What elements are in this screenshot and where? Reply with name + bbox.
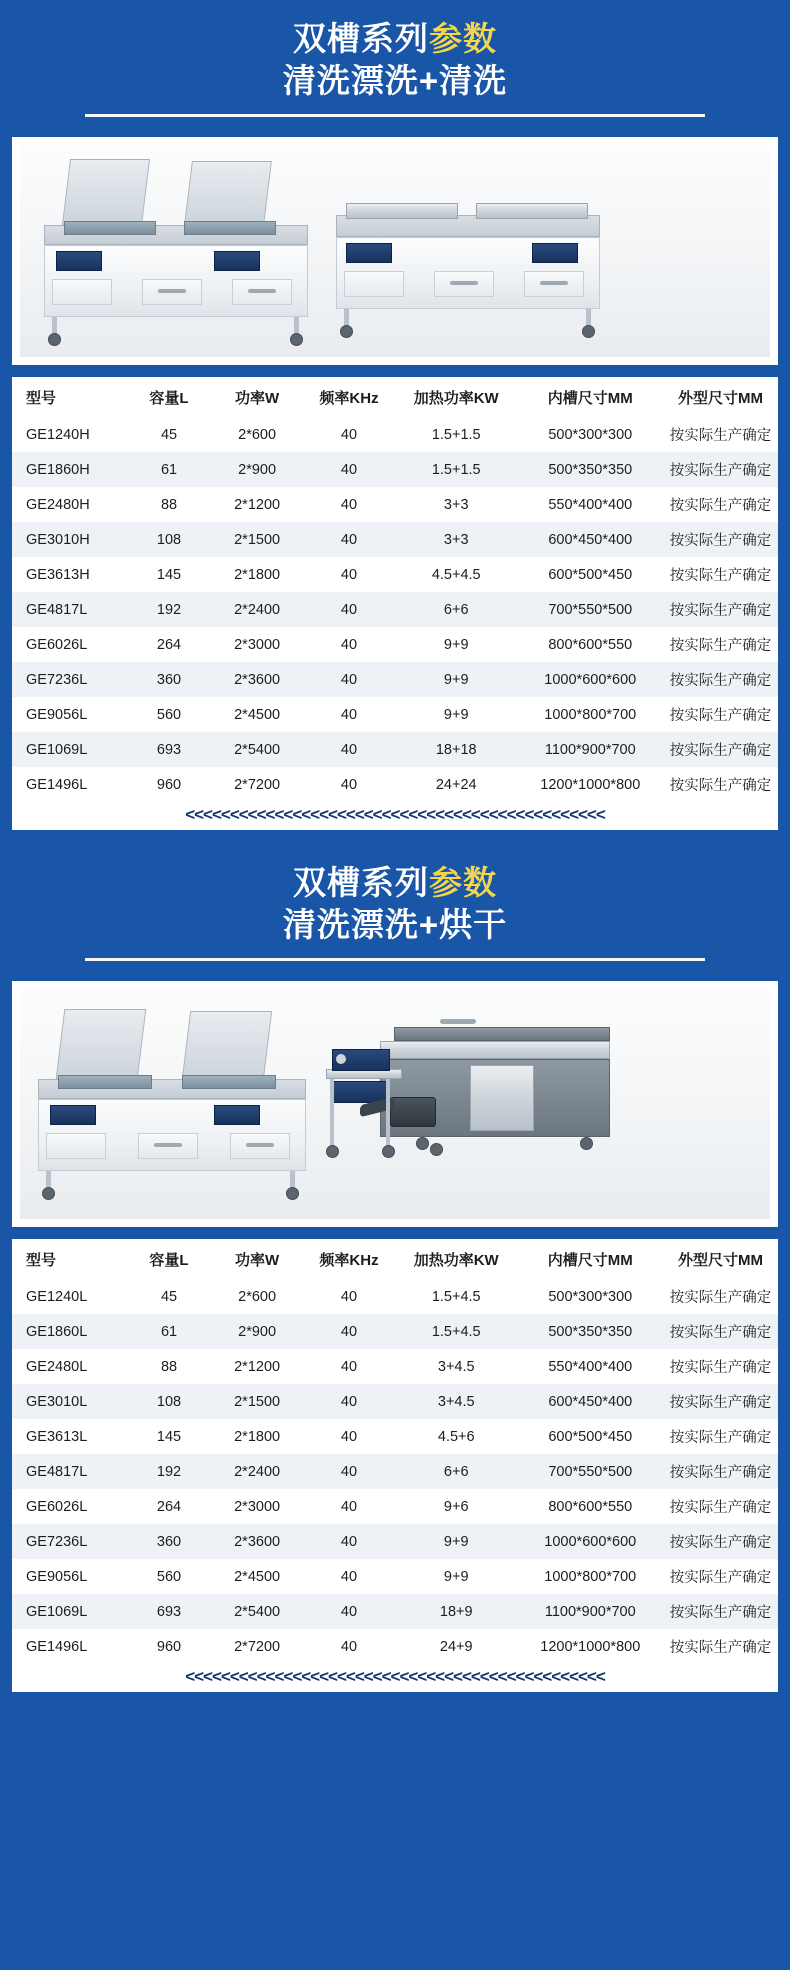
cell-heating: 9+9 [395, 1524, 518, 1559]
cell-outer-size: 按实际生产确定 [663, 732, 778, 767]
cell-capacity: 560 [127, 697, 211, 732]
cell-outer-size: 按实际生产确定 [663, 452, 778, 487]
table-row [12, 627, 778, 662]
cell-outer-size: 按实际生产确定 [663, 627, 778, 662]
th-heating: 加热功率KW [395, 1239, 518, 1279]
product-photo-panel-2 [12, 981, 778, 1227]
cell-outer-size: 按实际生产确定 [663, 1314, 778, 1349]
cell-capacity: 108 [127, 1384, 211, 1419]
cell-heating: 9+6 [395, 1489, 518, 1524]
cell-capacity: 145 [127, 1419, 211, 1454]
closed-control-panel-right [532, 243, 578, 263]
th-outer-size: 外型尺寸MM [663, 1239, 778, 1279]
cell-power: 2*3000 [211, 1489, 303, 1524]
cell-heating: 6+6 [395, 1454, 518, 1489]
cart-gauge-icon [336, 1054, 346, 1064]
cell-power: 2*600 [211, 417, 303, 452]
cell-frequency: 40 [303, 592, 395, 627]
cell-frequency: 40 [303, 1314, 395, 1349]
cell-heating: 4.5+4.5 [395, 557, 518, 592]
cell-model: GE4817L [12, 592, 127, 627]
cell-inner-size: 1000*800*700 [518, 697, 664, 732]
dryer-wheel-1 [416, 1137, 429, 1150]
section-title-1 [0, 0, 790, 123]
cell-capacity: 61 [127, 452, 211, 487]
dryer-top-edge [380, 1041, 610, 1059]
th-power: 功率W [211, 377, 303, 417]
cell-inner-size: 800*600*550 [518, 627, 664, 662]
lid-left-icon [62, 159, 150, 225]
cell-outer-size: 按实际生产确定 [663, 767, 778, 802]
closed-drawer-1 [344, 271, 404, 297]
cell-outer-size: 按实际生产确定 [663, 1629, 778, 1664]
spec-table-wrap-1 [12, 377, 778, 802]
table-row [12, 1384, 778, 1419]
closed-wheel-1 [340, 325, 353, 338]
control-panel-left [56, 251, 102, 271]
control-panel-right [214, 251, 260, 271]
cell-inner-size: 600*500*450 [518, 1419, 664, 1454]
cell-inner-size: 1000*600*600 [518, 662, 664, 697]
cell-heating: 18+9 [395, 1594, 518, 1629]
dryer-lid-handle [440, 1019, 476, 1024]
cell-model: GE1069L [12, 732, 127, 767]
cell-model: GE6026L [12, 627, 127, 662]
cell-power: 2*1200 [211, 1349, 303, 1384]
section-title-line1 [0, 18, 790, 60]
cell-power: 2*3000 [211, 627, 303, 662]
cell-power: 2*1800 [211, 1419, 303, 1454]
table-row [12, 487, 778, 522]
tank-left [64, 221, 156, 235]
th-frequency: 频率KHz [303, 377, 395, 417]
control-panel-right-2 [214, 1105, 260, 1125]
cell-inner-size: 700*550*500 [518, 592, 664, 627]
cell-outer-size: 按实际生产确定 [663, 1454, 778, 1489]
chevron-strip-1: <<<<<<<<<<<<<<<<<<<<<<<<<<<<<<<<<<<<<<<<<<<<<<< [12, 802, 778, 830]
cell-inner-size: 1100*900*700 [518, 1594, 664, 1629]
drawer-handle-2-3 [246, 1143, 274, 1147]
cell-heating: 9+9 [395, 662, 518, 697]
cell-heating: 4.5+6 [395, 1419, 518, 1454]
cell-outer-size: 按实际生产确定 [663, 522, 778, 557]
cell-frequency: 40 [303, 1384, 395, 1419]
cell-power: 2*3600 [211, 1524, 303, 1559]
cell-frequency: 40 [303, 697, 395, 732]
table-row [12, 1314, 778, 1349]
cell-inner-size: 600*500*450 [518, 557, 664, 592]
cell-inner-size: 800*600*550 [518, 1489, 664, 1524]
cell-frequency: 40 [303, 417, 395, 452]
cell-inner-size: 500*300*300 [518, 1279, 664, 1314]
cell-power: 2*900 [211, 452, 303, 487]
machine-dryer-unit [320, 1013, 610, 1203]
table-row [12, 1419, 778, 1454]
cell-frequency: 40 [303, 1349, 395, 1384]
table-row [12, 1454, 778, 1489]
cell-model: GE1240L [12, 1279, 127, 1314]
cell-model: GE2480H [12, 487, 127, 522]
table-row [12, 1559, 778, 1594]
cell-power: 2*4500 [211, 697, 303, 732]
cell-frequency: 40 [303, 662, 395, 697]
cell-model: GE9056L [12, 697, 127, 732]
table-row [12, 1489, 778, 1524]
cell-frequency: 40 [303, 627, 395, 662]
table-header-row [12, 377, 778, 417]
cell-model: GE1240H [12, 417, 127, 452]
cell-heating: 9+9 [395, 1559, 518, 1594]
section-cleaning-rinse-dry [0, 844, 790, 1706]
cell-power: 2*4500 [211, 1559, 303, 1594]
section2-title-line1 [0, 862, 790, 904]
cart-wheel-1 [326, 1145, 339, 1158]
table-row [12, 522, 778, 557]
cell-frequency: 40 [303, 732, 395, 767]
cell-power: 2*1200 [211, 487, 303, 522]
title-divider [85, 114, 705, 117]
section-title-line1-suffix: 参数 [429, 20, 497, 57]
cell-inner-size: 1000*800*700 [518, 1559, 664, 1594]
cell-frequency: 40 [303, 1279, 395, 1314]
cell-outer-size: 按实际生产确定 [663, 697, 778, 732]
cell-model: GE1860H [12, 452, 127, 487]
table-row [12, 557, 778, 592]
cell-frequency: 40 [303, 522, 395, 557]
cell-capacity: 693 [127, 1594, 211, 1629]
cell-capacity: 108 [127, 522, 211, 557]
dryer-top-lid [394, 1027, 610, 1041]
cell-outer-size: 按实际生产确定 [663, 487, 778, 522]
cell-heating: 3+4.5 [395, 1349, 518, 1384]
cell-outer-size: 按实际生产确定 [663, 417, 778, 452]
cell-capacity: 192 [127, 1454, 211, 1489]
cell-model: GE6026L [12, 1489, 127, 1524]
section2-title-line1-main: 双槽系列 [293, 864, 429, 901]
control-panel-left-2 [50, 1105, 96, 1125]
cell-capacity: 45 [127, 417, 211, 452]
table-row [12, 1594, 778, 1629]
cell-model: GE7236L [12, 662, 127, 697]
product-photo-panel-1 [12, 137, 778, 365]
cell-heating: 1.5+1.5 [395, 417, 518, 452]
th-frequency: 频率KHz [303, 1239, 395, 1279]
closed-handle-3 [540, 281, 568, 285]
cell-frequency: 40 [303, 452, 395, 487]
cart-leg-1 [330, 1079, 334, 1147]
th-model: 型号 [12, 1239, 127, 1279]
spec-table-wrap-2 [12, 1239, 778, 1664]
th-inner-size: 内槽尺寸MM [518, 1239, 664, 1279]
cell-heating: 1.5+4.5 [395, 1314, 518, 1349]
product-photo-1 [20, 145, 770, 357]
cell-capacity: 360 [127, 1524, 211, 1559]
th-model: 型号 [12, 377, 127, 417]
cell-heating: 9+9 [395, 697, 518, 732]
lid-right-icon [184, 161, 272, 225]
cell-outer-size: 按实际生产确定 [663, 1489, 778, 1524]
cell-heating: 3+3 [395, 522, 518, 557]
cell-heating: 9+9 [395, 627, 518, 662]
cell-frequency: 40 [303, 1489, 395, 1524]
cell-inner-size: 550*400*400 [518, 1349, 664, 1384]
cell-power: 2*900 [211, 1314, 303, 1349]
table-row [12, 767, 778, 802]
cell-model: GE9056L [12, 1559, 127, 1594]
cell-frequency: 40 [303, 1524, 395, 1559]
cell-capacity: 192 [127, 592, 211, 627]
table-row [12, 697, 778, 732]
machine-double-tank-closed [336, 201, 606, 351]
wheel-2-1 [42, 1187, 55, 1200]
lid-left-icon-2 [56, 1009, 147, 1079]
th-power: 功率W [211, 1239, 303, 1279]
cell-power: 2*3600 [211, 662, 303, 697]
th-outer-size: 外型尺寸MM [663, 377, 778, 417]
section2-title-line1-suffix: 参数 [429, 864, 497, 901]
product-photo-2 [20, 989, 770, 1219]
section-title-line1-main: 双槽系列 [293, 20, 429, 57]
closed-lid-left [346, 203, 458, 219]
tank-right-2 [182, 1075, 276, 1089]
spec-table-body-1 [12, 417, 778, 802]
table-row [12, 592, 778, 627]
cell-inner-size: 1000*600*600 [518, 1524, 664, 1559]
cell-inner-size: 600*450*400 [518, 1384, 664, 1419]
cell-model: GE3010H [12, 522, 127, 557]
table-row [12, 1629, 778, 1664]
cell-frequency: 40 [303, 1454, 395, 1489]
table-row [12, 1524, 778, 1559]
cell-power: 2*1800 [211, 557, 303, 592]
cell-outer-size: 按实际生产确定 [663, 1419, 778, 1454]
cell-heating: 3+4.5 [395, 1384, 518, 1419]
spec-table-1 [12, 377, 778, 802]
cell-model: GE2480L [12, 1349, 127, 1384]
drawer-handle-2 [158, 289, 186, 293]
cell-outer-size: 按实际生产确定 [663, 1594, 778, 1629]
cell-heating: 24+24 [395, 767, 518, 802]
th-heating: 加热功率KW [395, 377, 518, 417]
cell-inner-size: 500*300*300 [518, 417, 664, 452]
cell-capacity: 45 [127, 1279, 211, 1314]
closed-control-panel-left [346, 243, 392, 263]
cell-outer-size: 按实际生产确定 [663, 1524, 778, 1559]
cell-inner-size: 1100*900*700 [518, 732, 664, 767]
table-row [12, 1279, 778, 1314]
th-capacity: 容量L [127, 377, 211, 417]
cell-power: 2*7200 [211, 767, 303, 802]
cell-outer-size: 按实际生产确定 [663, 662, 778, 697]
cell-model: GE7236L [12, 1524, 127, 1559]
cell-outer-size: 按实际生产确定 [663, 1279, 778, 1314]
cell-heating: 6+6 [395, 592, 518, 627]
drawer-2-1 [46, 1133, 106, 1159]
cart-leg-2 [386, 1079, 390, 1147]
cell-inner-size: 1200*1000*800 [518, 767, 664, 802]
cell-power: 2*1500 [211, 1384, 303, 1419]
cell-frequency: 40 [303, 1594, 395, 1629]
tank-right [184, 221, 276, 235]
chevron-strip-2: <<<<<<<<<<<<<<<<<<<<<<<<<<<<<<<<<<<<<<<<<<<<<<< [12, 1664, 778, 1692]
cell-inner-size: 500*350*350 [518, 452, 664, 487]
cell-model: GE1860L [12, 1314, 127, 1349]
closed-wheel-2 [582, 325, 595, 338]
cell-inner-size: 500*350*350 [518, 1314, 664, 1349]
machine-double-tank-open [38, 159, 316, 351]
cell-power: 2*1500 [211, 522, 303, 557]
cell-frequency: 40 [303, 1559, 395, 1594]
cell-power: 2*5400 [211, 1594, 303, 1629]
wheel-2 [290, 333, 303, 346]
th-capacity: 容量L [127, 1239, 211, 1279]
cell-capacity: 960 [127, 1629, 211, 1664]
wheel-2-2 [286, 1187, 299, 1200]
drawer-handle-3 [248, 289, 276, 293]
cell-heating: 18+18 [395, 732, 518, 767]
section2-title-line2: 清洗漂洗+烘干 [282, 906, 508, 943]
cell-model: GE1496L [12, 1629, 127, 1664]
cell-frequency: 40 [303, 767, 395, 802]
spec-table-head-1 [12, 377, 778, 417]
cell-frequency: 40 [303, 1419, 395, 1454]
cell-outer-size: 按实际生产确定 [663, 592, 778, 627]
cell-inner-size: 700*550*500 [518, 1454, 664, 1489]
cell-capacity: 88 [127, 487, 211, 522]
cell-model: GE1069L [12, 1594, 127, 1629]
spec-table-body-2 [12, 1279, 778, 1664]
table-row [12, 417, 778, 452]
cell-inner-size: 600*450*400 [518, 522, 664, 557]
cell-heating: 3+3 [395, 487, 518, 522]
cell-heating: 1.5+4.5 [395, 1279, 518, 1314]
cell-capacity: 145 [127, 557, 211, 592]
dryer-door [470, 1065, 534, 1131]
section-title-2 [0, 844, 790, 967]
cell-capacity: 88 [127, 1349, 211, 1384]
drawer-handle-2-2 [154, 1143, 182, 1147]
blower-motor-icon [390, 1097, 436, 1127]
cell-power: 2*2400 [211, 1454, 303, 1489]
cell-model: GE4817L [12, 1454, 127, 1489]
wheel-1 [48, 333, 61, 346]
cell-capacity: 560 [127, 1559, 211, 1594]
cell-power: 2*600 [211, 1279, 303, 1314]
th-inner-size: 内槽尺寸MM [518, 377, 664, 417]
table-header-row [12, 1239, 778, 1279]
cart-wheel-2 [382, 1145, 395, 1158]
cell-inner-size: 550*400*400 [518, 487, 664, 522]
table-row [12, 732, 778, 767]
title-divider-2 [85, 958, 705, 961]
drawer-1 [52, 279, 112, 305]
cell-frequency: 40 [303, 557, 395, 592]
cell-heating: 24+9 [395, 1629, 518, 1664]
cell-model: GE3613H [12, 557, 127, 592]
closed-handle-2 [450, 281, 478, 285]
section-cleaning-rinse-clean [0, 0, 790, 844]
cell-capacity: 960 [127, 767, 211, 802]
cell-capacity: 360 [127, 662, 211, 697]
table-row [12, 452, 778, 487]
cell-capacity: 264 [127, 627, 211, 662]
cell-outer-size: 按实际生产确定 [663, 1349, 778, 1384]
cell-frequency: 40 [303, 487, 395, 522]
section-title-line2: 清洗漂洗+清洗 [282, 62, 508, 99]
tank-left-2 [58, 1075, 152, 1089]
cell-model: GE3613L [12, 1419, 127, 1454]
cell-outer-size: 按实际生产确定 [663, 1559, 778, 1594]
machine-double-tank-open-2 [34, 1009, 314, 1205]
cell-capacity: 693 [127, 732, 211, 767]
cell-inner-size: 1200*1000*800 [518, 1629, 664, 1664]
closed-lid-right [476, 203, 588, 219]
cell-outer-size: 按实际生产确定 [663, 1384, 778, 1419]
dryer-wheel-2 [580, 1137, 593, 1150]
cell-model: GE3010L [12, 1384, 127, 1419]
table-row [12, 1349, 778, 1384]
spec-table-head-2 [12, 1239, 778, 1279]
cart-wheel-3 [430, 1143, 443, 1156]
cell-heating: 1.5+1.5 [395, 452, 518, 487]
spec-table-2 [12, 1239, 778, 1664]
cell-capacity: 61 [127, 1314, 211, 1349]
cell-capacity: 264 [127, 1489, 211, 1524]
lid-right-icon-2 [182, 1011, 272, 1079]
cell-frequency: 40 [303, 1629, 395, 1664]
cell-outer-size: 按实际生产确定 [663, 557, 778, 592]
cell-power: 2*2400 [211, 592, 303, 627]
cell-power: 2*7200 [211, 1629, 303, 1664]
cell-power: 2*5400 [211, 732, 303, 767]
table-row [12, 662, 778, 697]
cell-model: GE1496L [12, 767, 127, 802]
